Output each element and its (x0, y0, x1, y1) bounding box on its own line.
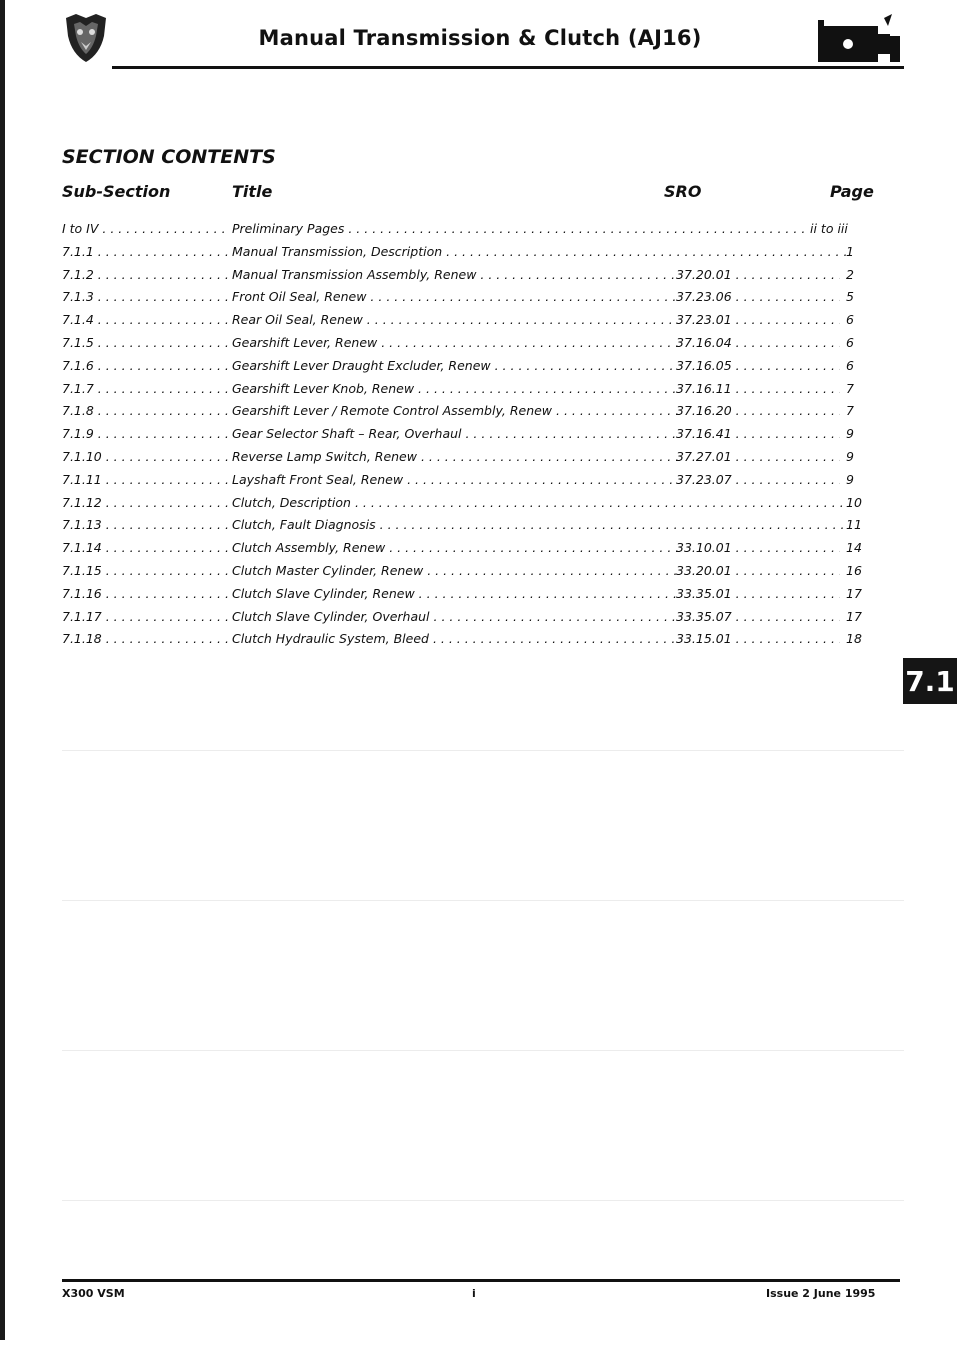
toc-sro: 37.16.04 . . . (676, 335, 840, 350)
toc-sro: 37.16.20 . . . (676, 403, 840, 418)
toc-title: Clutch Assembly, Renew . . . (232, 540, 678, 555)
toc-title: Front Oil Seal, Renew . . . (232, 289, 678, 304)
toc-number: 7.1.3 . . . (62, 289, 228, 304)
toc-page: 17 (846, 608, 862, 624)
toc-row[interactable] (62, 563, 862, 586)
toc-number: 7.1.4 . . . (62, 312, 228, 327)
toc-number: 7.1.16 . . . (62, 586, 228, 601)
toc-number: 7.1.13 . . . (62, 517, 228, 532)
header-rule (112, 66, 904, 69)
toc-row[interactable] (62, 244, 862, 267)
toc-row[interactable] (62, 312, 862, 335)
toc-number: 7.1.1 . . . (62, 244, 228, 259)
toc-title: Gearshift Lever Draught Excluder, Renew . . . (232, 358, 678, 373)
toc-sro: 37.16.41 . . . (676, 426, 840, 441)
toc-number: 7.1.18 . . . (62, 631, 228, 646)
faint-divider (62, 750, 904, 751)
toc-title: Gearshift Lever Knob, Renew . . . (232, 381, 678, 396)
toc-number: 7.1.5 . . . (62, 335, 228, 350)
toc-page: 9 (846, 448, 854, 464)
toc-page: 7 (846, 403, 854, 419)
footer-left: X300 VSM (62, 1287, 125, 1300)
toc-page: 18 (846, 631, 862, 647)
toc-title: Rear Oil Seal, Renew . . . (232, 312, 678, 327)
toc-page: 10 (846, 494, 862, 510)
toc-title: Clutch Slave Cylinder, Overhaul . . . (232, 609, 678, 624)
toc-row[interactable] (62, 586, 862, 609)
toc-sro: 33.15.01 . . . (676, 631, 840, 646)
toc-title: Layshaft Front Seal, Renew . . . (232, 472, 678, 487)
toc-title: Gearshift Lever / Remote Control Assembly, Renew . . . (232, 403, 678, 418)
toc-number: 7.1.11 . . . (62, 472, 228, 487)
faint-divider (62, 1200, 904, 1201)
toc-title: Clutch Slave Cylinder, Renew . . . (232, 586, 678, 601)
toc-sro: 37.23.01 . . . (676, 312, 840, 327)
toc-title: Clutch, Description . . . (232, 495, 848, 510)
toc-page: 5 (846, 289, 854, 305)
toc-row[interactable] (62, 517, 862, 540)
toc-title: Gear Selector Shaft – Rear, Overhaul . . . (232, 426, 678, 441)
toc-row[interactable] (62, 289, 862, 312)
toc-number: 7.1.2 . . . (62, 267, 228, 282)
footer-page-number: i (472, 1287, 476, 1300)
toc-sro: 33.35.07 . . . (676, 609, 840, 624)
toc-title: Preliminary Pages . . . (232, 221, 806, 236)
toc-row[interactable] (62, 631, 862, 654)
toc-sro: 37.16.11 . . . (676, 381, 840, 396)
toc-number: 7.1.8 . . . (62, 403, 228, 418)
toc-row[interactable] (62, 221, 862, 244)
toc-row[interactable] (62, 267, 862, 290)
toc-page: 16 (846, 562, 862, 578)
toc-title: Clutch, Fault Diagnosis . . . (232, 517, 848, 532)
toc-number: 7.1.10 . . . (62, 449, 228, 464)
table-of-contents (62, 221, 862, 654)
toc-title: Manual Transmission, Description . . . (232, 244, 848, 259)
toc-number: I to IV . . . (62, 221, 228, 236)
faint-divider (62, 1050, 904, 1051)
column-header-subsection: Sub-Section (62, 182, 171, 201)
faint-divider (62, 900, 904, 901)
toc-row[interactable] (62, 609, 862, 632)
toc-title: Clutch Master Cylinder, Renew . . . (232, 563, 678, 578)
column-header-title: Title (232, 182, 273, 201)
toc-sro: 37.20.01 . . . (676, 267, 840, 282)
toc-row[interactable] (62, 381, 862, 404)
video-camera-icon (818, 14, 900, 64)
toc-number: 7.1.15 . . . (62, 563, 228, 578)
toc-row[interactable] (62, 403, 862, 426)
toc-sro: 33.20.01 . . . (676, 563, 840, 578)
section-heading: SECTION CONTENTS (62, 146, 276, 168)
toc-page: ii to iii (810, 221, 848, 236)
toc-row[interactable] (62, 449, 862, 472)
toc-row[interactable] (62, 358, 862, 381)
page-title: Manual Transmission & Clutch (AJ16) (258, 26, 702, 50)
binding-edge-bar (0, 0, 5, 1340)
toc-page: 9 (846, 471, 854, 487)
column-header-sro: SRO (664, 182, 702, 201)
toc-sro: 33.35.01 . . . (676, 586, 840, 601)
toc-title: Gearshift Lever, Renew . . . (232, 335, 678, 350)
toc-page: 1 (846, 243, 854, 259)
toc-row[interactable] (62, 495, 862, 518)
toc-page: 7 (846, 380, 854, 396)
toc-page: 6 (846, 334, 854, 350)
column-header-page: Page (830, 182, 874, 201)
toc-row[interactable] (62, 335, 862, 358)
toc-number: 7.1.6 . . . (62, 358, 228, 373)
toc-row[interactable] (62, 540, 862, 563)
toc-sro: 37.16.05 . . . (676, 358, 840, 373)
toc-sro: 37.23.07 . . . (676, 472, 840, 487)
toc-number: 7.1.9 . . . (62, 426, 228, 441)
toc-page: 14 (846, 540, 862, 556)
toc-number: 7.1.7 . . . (62, 381, 228, 396)
toc-row[interactable] (62, 472, 862, 495)
toc-sro: 33.10.01 . . . (676, 540, 840, 555)
section-tab-marker[interactable]: 7.1 (903, 658, 957, 704)
toc-page: 11 (846, 517, 862, 533)
footer-issue: Issue 2 June 1995 (766, 1287, 876, 1300)
toc-title: Reverse Lamp Switch, Renew . . . (232, 449, 678, 464)
toc-page: 17 (846, 585, 862, 601)
toc-row[interactable] (62, 426, 862, 449)
toc-number: 7.1.14 . . . (62, 540, 228, 555)
footer-rule (62, 1279, 900, 1282)
toc-page: 9 (846, 426, 854, 442)
toc-sro: 37.23.06 . . . (676, 289, 840, 304)
toc-page: 6 (846, 312, 854, 328)
toc-title: Manual Transmission Assembly, Renew . . . (232, 267, 678, 282)
toc-sro: 37.27.01 . . . (676, 449, 840, 464)
toc-number: 7.1.17 . . . (62, 609, 228, 624)
toc-page: 6 (846, 357, 854, 373)
toc-page: 2 (846, 266, 854, 282)
toc-number: 7.1.12 . . . (62, 495, 228, 510)
toc-title: Clutch Hydraulic System, Bleed . . . (232, 631, 678, 646)
